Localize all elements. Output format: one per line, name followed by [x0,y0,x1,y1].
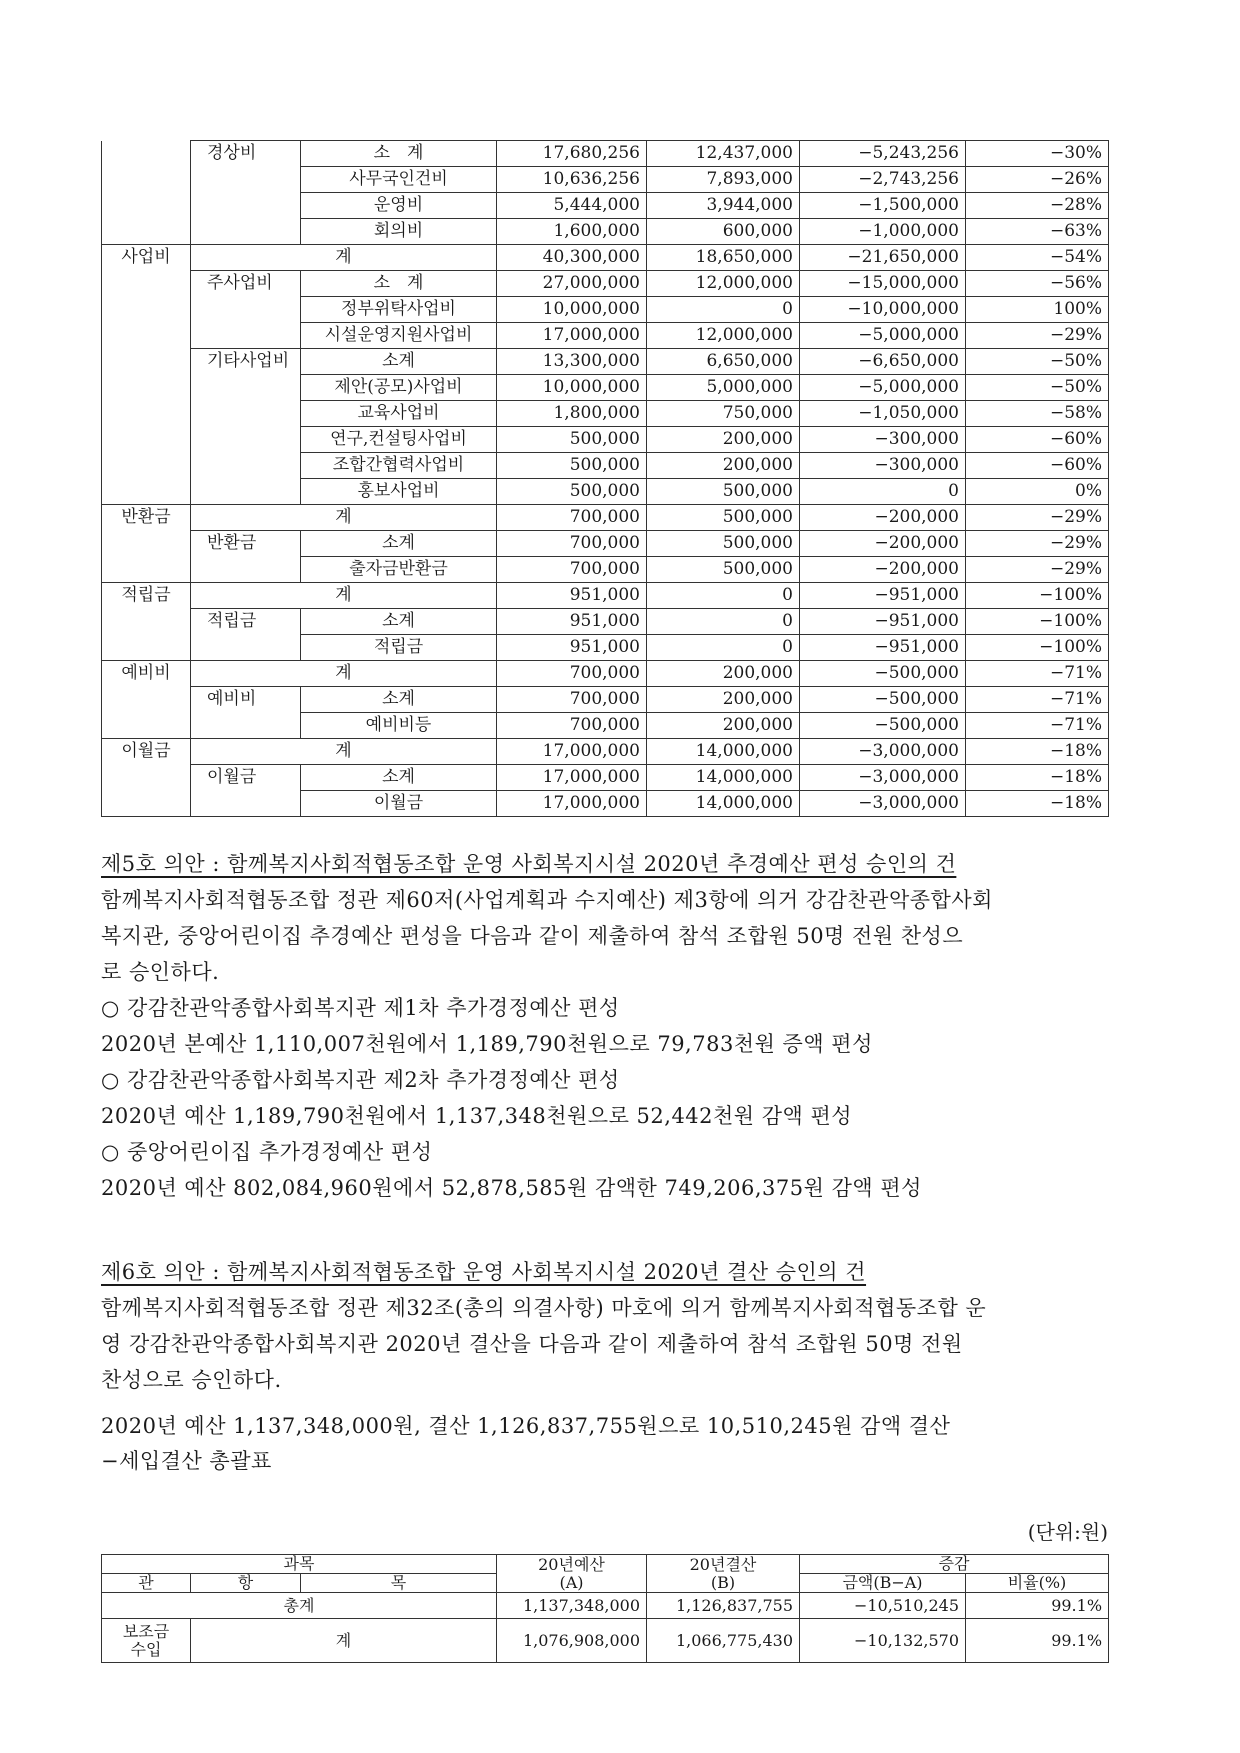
budget-row [102,323,1109,349]
cell-item [191,167,301,193]
cell-item [191,557,301,583]
cell-ratio: −100% [966,635,1109,661]
cell-category [102,479,191,505]
cell-amount: 0 [647,609,800,635]
cell-amount: 951,000 [497,583,647,609]
cell-item [191,635,301,661]
agenda5-item-text: 2020년 예산 802,084,960원에서 52,878,585원 감액한 749,206,375원 감액 편성 [101,1176,922,1200]
header-settlement: 20년결산 (B) [647,1555,800,1593]
cell-change: −300,000 [800,427,966,453]
cell-amount: 700,000 [497,505,647,531]
cell-amount: 700,000 [497,661,647,687]
cell-category [102,193,191,219]
cell-ratio: −58% [966,401,1109,427]
cell-ratio: −54% [966,245,1109,271]
cell-change: −951,000 [800,635,966,661]
agenda6-summary-line: 2020년 예산 1,137,348,000원, 결산 1,126,837,755원으로 10,510,245원 감액 결산 [101,1414,951,1438]
budget-row [102,531,1109,557]
cell-amount: 1,800,000 [497,401,647,427]
cell-change: −500,000 [800,713,966,739]
subsidy-change-ratio: 99.1% [966,1619,1109,1663]
cell-category [102,531,191,557]
total-label: 총계 [102,1593,497,1619]
cell-amount: 17,000,000 [497,765,647,791]
cell-subject: 사무국인건비 [301,167,497,193]
cell-amount: 40,300,000 [497,245,647,271]
agenda5-item-title: ○ 중앙어린이집 추가경정예산 편성 [101,1140,433,1164]
cell-category: 예비비 [102,661,191,687]
cell-item: 경상비 [191,141,301,167]
cell-ratio: −60% [966,453,1109,479]
cell-item [191,713,301,739]
subsidy-change-amount: −10,132,570 [800,1619,966,1663]
cell-ratio: −50% [966,349,1109,375]
agenda6-body-line: 영 강감찬관악종합사회복지관 2020년 결산을 다음과 같이 제출하여 참석 조합원 50명 전원 [101,1332,963,1356]
cell-amount: 10,636,256 [497,167,647,193]
cell-subject: 적립금 [301,635,497,661]
cell-ratio: −71% [966,713,1109,739]
cell-subject-total: 계 [191,739,497,765]
cell-amount: 0 [647,297,800,323]
cell-item: 예비비 [191,687,301,713]
cell-amount: 17,000,000 [497,791,647,817]
budget-row [102,765,1109,791]
cell-amount: 500,000 [497,427,647,453]
cell-change: −6,650,000 [800,349,966,375]
cell-ratio: −60% [966,427,1109,453]
agenda5-body-line: 함께복지사회적협동조합 정관 제60저(사업계획과 수지예산) 제3항에 의거 강감찬관악종합사회 [101,888,993,912]
agenda6-heading: 제6호 의안 : 함께복지사회적협동조합 운영 사회복지시설 2020년 결산 승인의 건 [101,1260,867,1284]
cell-amount: 0 [647,635,800,661]
cell-ratio: −29% [966,557,1109,583]
cell-item [191,479,301,505]
agenda6-table-title: −세입결산 총괄표 [101,1449,272,1473]
cell-amount: 14,000,000 [647,791,800,817]
cell-item [191,219,301,245]
cell-amount: 200,000 [647,661,800,687]
budget-row [102,427,1109,453]
cell-amount: 200,000 [647,453,800,479]
cell-ratio: −29% [966,531,1109,557]
cell-amount: 17,000,000 [497,739,647,765]
budget-row [102,167,1109,193]
unit-label: (단위:원) [1027,1520,1108,1544]
cell-subject: 소계 [301,609,497,635]
cell-subject-total: 계 [191,505,497,531]
budget-row [102,141,1109,167]
cell-change: −3,000,000 [800,791,966,817]
total-change-ratio: 99.1% [966,1593,1109,1619]
cell-subject: 조합간협력사업비 [301,453,497,479]
cell-amount: 500,000 [647,505,800,531]
cell-subject-total: 계 [191,245,497,271]
cell-category [102,765,191,791]
budget-row [102,713,1109,739]
total-settlement: 1,126,837,755 [647,1593,800,1619]
cell-subject: 정부위탁사업비 [301,297,497,323]
cell-amount: 500,000 [497,453,647,479]
cell-change: −3,000,000 [800,765,966,791]
cell-category [102,791,191,817]
cell-subject: 소계 [301,765,497,791]
agenda5-item-text: 2020년 본예산 1,110,007천원에서 1,189,790천원으로 79,783천원 증액 편성 [101,1032,873,1056]
cell-item [191,401,301,427]
budget-row [102,739,1109,765]
cell-amount: 12,000,000 [647,271,800,297]
budget-row [102,635,1109,661]
budget-row [102,271,1109,297]
cell-category [102,349,191,375]
cell-amount: 700,000 [497,557,647,583]
cell-category [102,687,191,713]
budget-row [102,479,1109,505]
cell-amount: 12,437,000 [647,141,800,167]
cell-category [102,141,191,167]
cell-amount: 700,000 [497,687,647,713]
cell-ratio: −30% [966,141,1109,167]
budget-row [102,349,1109,375]
cell-subject: 제안(공모)사업비 [301,375,497,401]
cell-category: 반환금 [102,505,191,531]
cell-item [191,427,301,453]
cell-ratio: −18% [966,739,1109,765]
cell-subject: 소 계 [301,141,497,167]
agenda5-item-title: ○ 강감찬관악종합사회복지관 제2차 추가경정예산 편성 [101,1068,620,1092]
cell-item: 주사업비 [191,271,301,297]
cell-amount: 10,000,000 [497,375,647,401]
cell-change: −300,000 [800,453,966,479]
budget-row [102,505,1109,531]
cell-change: −200,000 [800,505,966,531]
budget-row [102,193,1109,219]
agenda5-heading: 제5호 의안 : 함께복지사회적협동조합 운영 사회복지시설 2020년 추경예산 편성 승인의 건 [101,852,957,876]
budget-row [102,661,1109,687]
cell-ratio: −28% [966,193,1109,219]
cell-ratio: −71% [966,661,1109,687]
cell-category [102,167,191,193]
cell-ratio: −29% [966,505,1109,531]
cell-category [102,427,191,453]
cell-change: −951,000 [800,609,966,635]
cell-amount: 17,000,000 [497,323,647,349]
cell-subject-total: 계 [191,661,497,687]
cell-change: −5,000,000 [800,375,966,401]
header-change: 증감 [800,1555,1109,1574]
agenda5-body-line: 로 승인하다. [101,960,220,984]
cell-change: 0 [800,479,966,505]
cell-item: 반환금 [191,531,301,557]
cell-category [102,323,191,349]
cell-category [102,609,191,635]
budget-table [101,140,1109,817]
cell-amount: 750,000 [647,401,800,427]
agenda5-item-title: ○ 강감찬관악종합사회복지관 제1차 추가경정예산 편성 [101,996,620,1020]
cell-subject: 시설운영지원사업비 [301,323,497,349]
subsidy-settlement: 1,066,775,430 [647,1619,800,1663]
cell-ratio: 0% [966,479,1109,505]
budget-row [102,557,1109,583]
cell-ratio: 100% [966,297,1109,323]
cell-subject: 이월금 [301,791,497,817]
budget-row [102,401,1109,427]
cell-item: 적립금 [191,609,301,635]
cell-amount: 500,000 [647,557,800,583]
cell-amount: 6,650,000 [647,349,800,375]
cell-subject: 교육사업비 [301,401,497,427]
cell-amount: 5,444,000 [497,193,647,219]
budget-row [102,791,1109,817]
cell-amount: 951,000 [497,635,647,661]
cell-item: 기타사업비 [191,349,301,375]
cell-amount: 200,000 [647,713,800,739]
cell-amount: 13,300,000 [497,349,647,375]
cell-amount: 14,000,000 [647,739,800,765]
cell-ratio: −50% [966,375,1109,401]
cell-change: −1,000,000 [800,219,966,245]
cell-item [191,193,301,219]
cell-change: −951,000 [800,583,966,609]
cell-amount: 10,000,000 [497,297,647,323]
budget-row [102,687,1109,713]
budget-row [102,219,1109,245]
cell-category [102,713,191,739]
cell-ratio: −100% [966,609,1109,635]
cell-subject-total: 계 [191,583,497,609]
cell-subject: 예비비등 [301,713,497,739]
cell-amount: 3,944,000 [647,193,800,219]
cell-subject: 소계 [301,531,497,557]
cell-ratio: −26% [966,167,1109,193]
summary-table [101,1554,1109,1663]
cell-amount: 200,000 [647,427,800,453]
subsidy-label: 계 [191,1619,497,1663]
cell-amount: 500,000 [497,479,647,505]
cell-category [102,401,191,427]
subsidy-budget: 1,076,908,000 [497,1619,647,1663]
cell-ratio: −71% [966,687,1109,713]
budget-row [102,245,1109,271]
cell-change: −15,000,000 [800,271,966,297]
cell-category [102,271,191,297]
cell-ratio: −63% [966,219,1109,245]
cell-item: 이월금 [191,765,301,791]
cell-subject: 출자금반환금 [301,557,497,583]
agenda6-body-line: 함께복지사회적협동조합 정관 제32조(총의 의결사항) 마호에 의거 함께복지사회적협동조합 운 [101,1296,987,1320]
cell-change: −21,650,000 [800,245,966,271]
cell-subject: 운영비 [301,193,497,219]
total-change-amount: −10,510,245 [800,1593,966,1619]
header-subject: 과목 [102,1555,497,1574]
subsidy-category: 보조금 수입 [102,1619,191,1663]
cell-change: −1,500,000 [800,193,966,219]
cell-category: 사업비 [102,245,191,271]
total-budget: 1,137,348,000 [497,1593,647,1619]
cell-ratio: −56% [966,271,1109,297]
cell-ratio: −18% [966,765,1109,791]
cell-category [102,453,191,479]
cell-item [191,453,301,479]
cell-subject: 소 계 [301,271,497,297]
cell-subject: 홍보사업비 [301,479,497,505]
cell-category [102,375,191,401]
cell-amount: 14,000,000 [647,765,800,791]
cell-change: −3,000,000 [800,739,966,765]
budget-row [102,609,1109,635]
agenda6-body-line: 찬성으로 승인하다. [101,1368,282,1392]
cell-item [191,791,301,817]
header-budget: 20년예산 (A) [497,1555,647,1593]
cell-category [102,557,191,583]
cell-change: −1,050,000 [800,401,966,427]
cell-amount: 12,000,000 [647,323,800,349]
cell-amount: 500,000 [647,479,800,505]
cell-item [191,323,301,349]
cell-amount: 700,000 [497,713,647,739]
header-hang: 항 [191,1574,301,1593]
budget-row [102,583,1109,609]
cell-item [191,297,301,323]
cell-amount: 17,680,256 [497,141,647,167]
cell-amount: 27,000,000 [497,271,647,297]
cell-amount: 5,000,000 [647,375,800,401]
cell-subject: 연구,컨설팅사업비 [301,427,497,453]
cell-item [191,375,301,401]
cell-ratio: −18% [966,791,1109,817]
budget-row [102,453,1109,479]
cell-amount: 200,000 [647,687,800,713]
cell-change: −200,000 [800,557,966,583]
cell-change: −500,000 [800,687,966,713]
cell-change: −5,243,256 [800,141,966,167]
cell-change: −500,000 [800,661,966,687]
budget-row [102,297,1109,323]
cell-amount: 1,600,000 [497,219,647,245]
header-mok: 목 [301,1574,497,1593]
cell-amount: 0 [647,583,800,609]
cell-change: −200,000 [800,531,966,557]
cell-category [102,635,191,661]
agenda5-item-text: 2020년 예산 1,189,790천원에서 1,137,348천원으로 52,442천원 감액 편성 [101,1104,853,1128]
cell-change: −10,000,000 [800,297,966,323]
header-amount: 금액(B−A) [800,1574,966,1593]
cell-subject: 회의비 [301,219,497,245]
agenda5-body-line: 복지관, 중앙어린이집 추경예산 편성을 다음과 같이 제출하여 참석 조합원 50명 전원 찬성으 [101,924,964,948]
cell-subject: 소계 [301,687,497,713]
cell-subject: 소계 [301,349,497,375]
header-ratio: 비율(%) [966,1574,1109,1593]
cell-category [102,297,191,323]
cell-category: 이월금 [102,739,191,765]
cell-category [102,219,191,245]
cell-category: 적립금 [102,583,191,609]
cell-amount: 18,650,000 [647,245,800,271]
cell-amount: 500,000 [647,531,800,557]
cell-change: −5,000,000 [800,323,966,349]
cell-ratio: −100% [966,583,1109,609]
cell-amount: 700,000 [497,531,647,557]
cell-amount: 7,893,000 [647,167,800,193]
cell-change: −2,743,256 [800,167,966,193]
header-gwan: 관 [102,1574,191,1593]
cell-ratio: −29% [966,323,1109,349]
cell-amount: 600,000 [647,219,800,245]
budget-row [102,375,1109,401]
cell-amount: 951,000 [497,609,647,635]
